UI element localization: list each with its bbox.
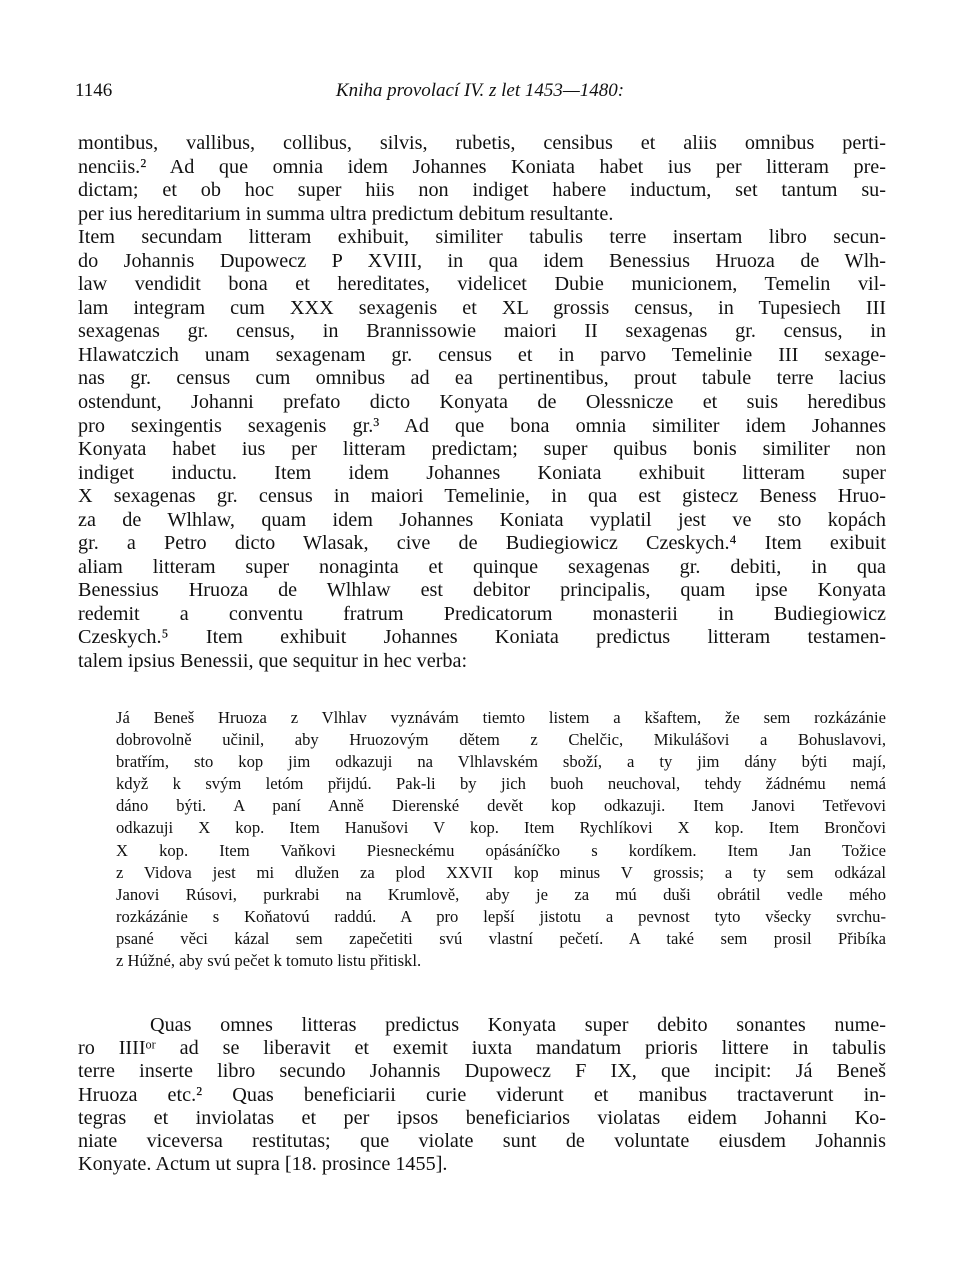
text-line: talem ipsius Benessii, que sequitur in hec verba: bbox=[78, 650, 468, 673]
text-line: sexagenas gr. census, in Brannissowie maiori II sexagenas gr. census, in bbox=[78, 320, 886, 343]
quote-line: z Vidova jest mi dlužen za plod XXVII kop minus V grossis; a ty sem odkázal bbox=[116, 862, 886, 882]
text-line: nas gr. census cum omnibus ad ea pertinentibus, prout tabule terre lacius bbox=[78, 367, 886, 390]
text-line: per ius hereditarium in summa ultra predictum debitum resultante. bbox=[78, 202, 614, 225]
text-line: dictam; et ob hoc super hiis non indiget habere inductum, set tantum su- bbox=[78, 179, 886, 202]
text-line: do Johannis Dupowecz P XVIII, in qua idem Benessius Hruoza de Wlh- bbox=[78, 249, 886, 272]
text-line: ro IIIIᵒʳ ad se liberavit et exemit iuxta mandatum prioris littere in tabulis bbox=[78, 1037, 886, 1060]
text-line: Hlawatczich unam sexagenam gr. census et in parvo Temelinie III sexage- bbox=[78, 343, 886, 366]
quote-line: rozkázánie s Koňatovú raddú. A pro lepší jistotu a pevnost tyto všecky svrchu- bbox=[116, 906, 886, 926]
text-line: law vendidit bona et hereditates, videlicet Dubie municionem, Temelin vil- bbox=[78, 273, 886, 296]
text-line: lam integram cum XXX sexagenis et XL grossis census, in Tupesiech III bbox=[78, 296, 886, 319]
text-line: Konyate. Actum ut supra [18. prosince 1455]. bbox=[78, 1153, 448, 1176]
text-line: za de Wlhlaw, quam idem Johannes Koniata vyplatil jest ve sto kopách bbox=[78, 508, 886, 531]
quote-line: z Húžné, aby svú pečet k tomuto listu přitiskl. bbox=[116, 951, 422, 971]
quote-line: bratřím, sto kop jim odkazuji na Vlhlavském sboží, a ty jim dány býti mají, bbox=[116, 752, 886, 772]
quote-line: odkazuji X kop. Item Hanušovi V kop. Item Rychlíkovi X kop. Item Brončovi bbox=[116, 818, 886, 838]
text-line: nenciis.² Ad que omnia idem Johannes Koniata habet ius per litteram pre- bbox=[78, 155, 886, 178]
text-line: indiget inductu. Item idem Johannes Koniata exhibuit litteram super bbox=[78, 461, 886, 484]
quote-line: Já Beneš Hruoza z Vlhlav vyznávám tiemto listem a kšaftem, že sem rozkázánie bbox=[116, 708, 886, 727]
text-line: gr. a Petro dicto Wlasak, cive de Budiegiowicz Czeskych.⁴ Item exibuit bbox=[78, 532, 886, 555]
quoted-testament bbox=[116, 707, 886, 972]
text-line: Quas omnes litteras predictus Konyata super debito sonantes nume- bbox=[150, 1014, 886, 1036]
closing-paragraph bbox=[78, 1014, 886, 1176]
page-header bbox=[75, 80, 885, 110]
main-paragraph bbox=[78, 132, 886, 674]
quote-line: dobrovolně učinil, aby Hruozovým dětem z Chelčic, Mikulášovi a Bohuslavovi, bbox=[116, 730, 886, 750]
text-line: Czeskych.⁵ Item exhibuit Johannes Koniata predictus litteram testamen- bbox=[78, 626, 886, 649]
quote-line: psané věci kázal sem zapečetiti svú vlastní pečetí. A také sem prosil Přibíka bbox=[116, 928, 886, 948]
quote-line: dáno býti. A paní Anně Dierenské devět kop odkazuji. Item Janovi Tetřevovi bbox=[116, 796, 886, 816]
text-line: Hruoza etc.² Quas beneficiarii curie viderunt et manibus tractaverunt in- bbox=[78, 1083, 886, 1106]
quote-line: X kop. Item Vaňkovi Piesneckému opásáníčko s kordíkem. Item Jan Tožice bbox=[116, 840, 886, 860]
text-line: ostendunt, Johanni prefato dicto Konyata de Olessnicze et suis heredibus bbox=[78, 391, 886, 414]
running-title: Kniha provolací IV. z let 1453—1480: bbox=[335, 80, 625, 101]
text-line: pro sexingentis sexagenis gr.³ Ad que bona omnia similiter idem Johannes bbox=[78, 414, 886, 437]
text-line: Benessius Hruoza de Wlhlaw est debitor principalis, quam ipse Konyata bbox=[78, 579, 886, 602]
text-line: montibus, vallibus, collibus, silvis, rubetis, censibus et aliis omnibus perti- bbox=[78, 132, 886, 154]
text-line: tegras et inviolatas et per ipsos beneficiarios violatas eidem Johanni Ko- bbox=[78, 1106, 886, 1129]
text-line: aliam litteram super nonaginta et quinque sexagenas gr. debiti, in qua bbox=[78, 555, 886, 578]
quote-line: když k svým letóm přijdú. Pak-li by jich buoh neuchoval, tehdy žádnému nemá bbox=[116, 774, 886, 794]
text-line: Konyata habet ius per litteram predictam; super quibus bonis similiter non bbox=[78, 438, 886, 461]
text-line: niate viceversa restitutas; que violate sunt de voluntate eiusdem Johannis bbox=[78, 1129, 886, 1152]
text-line: terre inserte libro secundo Johannis Dupowecz F IX, que incipit: Já Beneš bbox=[78, 1060, 886, 1083]
text-line: Item secundam litteram exhibuit, similiter tabulis terre insertam libro secun- bbox=[78, 226, 886, 249]
page-number: 1146 bbox=[75, 80, 113, 101]
text-line: redemit a conventu fratrum Predicatorum monasterii in Budiegiowicz bbox=[78, 602, 886, 625]
quote-line: Janovi Rúsovi, purkrabi na Krumlově, aby je za mú duši obrátil vedle mého bbox=[116, 884, 886, 904]
text-line: X sexagenas gr. census in maiori Temelinie, in qua est gistecz Beness Hruo- bbox=[78, 485, 886, 508]
